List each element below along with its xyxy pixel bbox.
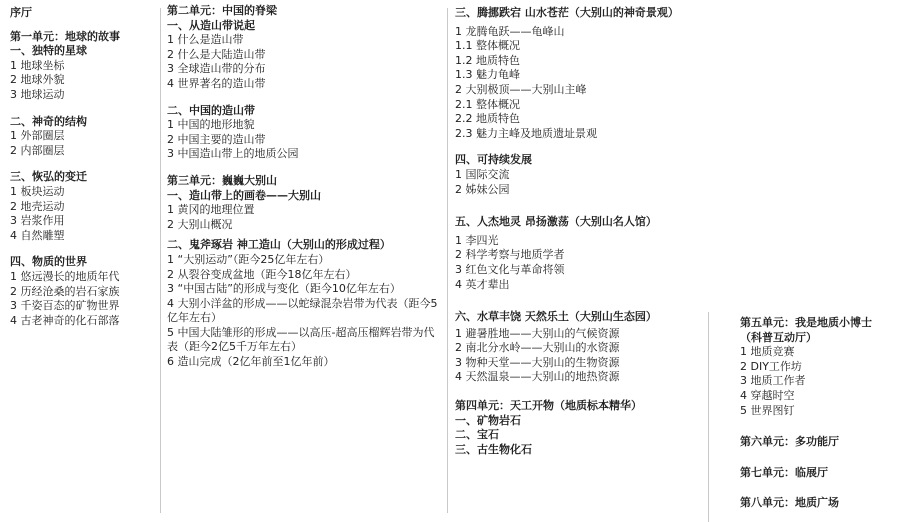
list-item: 1 悠远漫长的地质年代	[10, 269, 120, 283]
section-title: 三、古生物化石	[455, 442, 532, 456]
list-item: 2 地球外貌	[10, 73, 65, 87]
list-item: 3 千姿百态的矿物世界	[10, 299, 120, 313]
list-item: 3 全球造山带的分布	[167, 62, 266, 76]
section-title: 二、中国的造山带	[167, 103, 255, 117]
list-item: 4 世界著名的造山带	[167, 76, 266, 90]
section-title: 二、鬼斧琢岩 神工造山（大别山的形成过程）	[167, 238, 391, 252]
list-item: 1 龙腾龟跃——龟峰山	[455, 24, 565, 38]
column-divider	[708, 312, 709, 522]
column-2	[167, 4, 442, 370]
list-item: 5 中国大陆雏形的形成——以高压-超高压榴辉岩带为代表（距今2亿5千万年左右）	[167, 325, 435, 354]
list-item: 3 红色文化与革命将领	[455, 262, 565, 276]
unit4-title: 第四单元：天工开物（地质标本精华）	[455, 399, 642, 413]
section-title: 一、从造山带说起	[167, 18, 255, 32]
section-title: 一、造山带上的画卷——大别山	[167, 188, 321, 202]
list-item: 1.2 地质特色	[455, 53, 520, 67]
list-item: 1 外部圈层	[10, 129, 65, 143]
list-item: 2 大别极顶——大别山主峰	[455, 82, 587, 96]
list-item: 3 岩浆作用	[10, 214, 65, 228]
section-title: 二、神奇的结构	[10, 114, 87, 128]
list-item: 3 地质工作者	[740, 374, 806, 388]
list-item: 5 世界图钉	[740, 403, 795, 417]
list-item: 1 地球坐标	[10, 58, 65, 72]
list-item: 1 板块运动	[10, 184, 65, 198]
column-1	[10, 6, 158, 328]
list-item: 1 什么是造山带	[167, 33, 244, 47]
unit5-subtitle: （科普互动厅）	[740, 330, 817, 344]
list-item: 2 从裂谷变成盆地（距今18亿年左右）	[167, 267, 357, 281]
column-4	[740, 316, 898, 511]
list-item: 3 “中国古陆”的形成与变化（距今10亿年左右）	[167, 282, 401, 296]
list-item: 4 穿越时空	[740, 388, 795, 402]
list-item: 1 避暑胜地——大别山的气候资源	[455, 326, 620, 340]
list-item: 4 古老神奇的化石部落	[10, 313, 120, 327]
list-item: 2 中国主要的造山带	[167, 132, 266, 146]
unit8-title: 第八单元：地质广场	[740, 496, 839, 510]
list-item: 1 地质竞赛	[740, 345, 795, 359]
list-item: 4 大别小洋盆的形成——以蛇绿混杂岩带为代表（距今5亿年左右）	[167, 296, 438, 325]
list-item: 1 “大别运动”（距今25亿年左右）	[167, 252, 330, 266]
column-divider	[160, 8, 161, 513]
list-item: 3 物种天堂——大别山的生物资源	[455, 355, 620, 369]
unit7-title: 第七单元：临展厅	[740, 465, 828, 479]
section-title: 五、人杰地灵 昂扬激荡（大别山名人馆）	[455, 215, 657, 229]
list-item: 2 历经沧桑的岩石家族	[10, 284, 120, 298]
list-item: 1 李四光	[455, 233, 499, 247]
list-item: 2 姊妹公园	[455, 182, 510, 196]
list-item: 2 地壳运动	[10, 199, 65, 213]
column-divider	[447, 8, 448, 513]
list-item: 1 国际交流	[455, 167, 510, 181]
list-item: 3 中国造山带上的地质公园	[167, 147, 299, 161]
list-item: 2 大别山概况	[167, 217, 233, 231]
section-title: 一、矿物岩石	[455, 413, 521, 427]
section-title: 二、宝石	[455, 428, 499, 442]
unit6-title: 第六单元：多功能厅	[740, 435, 839, 449]
preface-heading: 序厅	[10, 6, 32, 19]
section-title: 三、恢弘的变迁	[10, 170, 87, 184]
unit5-title: 第五单元：我是地质小博士	[740, 316, 872, 329]
list-item: 1.3 魅力龟峰	[455, 68, 520, 82]
list-item: 3 地球运动	[10, 87, 65, 101]
unit2-title: 第二单元：中国的脊梁	[167, 4, 277, 17]
list-item: 6 造山完成（2亿年前至1亿年前）	[167, 355, 335, 369]
list-item: 2 DIY工作坊	[740, 359, 802, 373]
list-item: 1 黄冈的地理位置	[167, 203, 255, 217]
list-item: 4 自然雕塑	[10, 228, 65, 242]
unit3-title: 第三单元：巍巍大别山	[167, 173, 277, 187]
list-item: 2.1 整体概况	[455, 97, 520, 111]
unit1-title: 第一单元：地球的故事	[10, 29, 120, 43]
list-item: 4 天然温泉——大别山的地热资源	[455, 370, 620, 384]
list-item: 4 英才辈出	[455, 277, 510, 291]
list-item: 1.1 整体概况	[455, 39, 520, 53]
list-item: 2 什么是大陆造山带	[167, 47, 266, 61]
list-item: 1 中国的地形地貌	[167, 118, 255, 132]
section-title: 六、水草丰饶 天然乐土（大别山生态园）	[455, 310, 657, 324]
section-title: 四、物质的世界	[10, 255, 87, 269]
section-title: 三、腾挪跌宕 山水苍茫（大别山的神奇景观）	[455, 6, 679, 19]
section-title: 四、可持续发展	[455, 153, 532, 167]
list-item: 2 科学考察与地质学者	[455, 248, 565, 262]
list-item: 2.3 魅力主峰及地质遗址景观	[455, 126, 597, 140]
list-item: 2 南北分水岭——大别山的水资源	[455, 341, 620, 355]
list-item: 2.2 地质特色	[455, 112, 520, 126]
list-item: 2 内部圈层	[10, 143, 65, 157]
column-3	[455, 6, 705, 457]
section-title: 一、独特的星球	[10, 44, 87, 58]
